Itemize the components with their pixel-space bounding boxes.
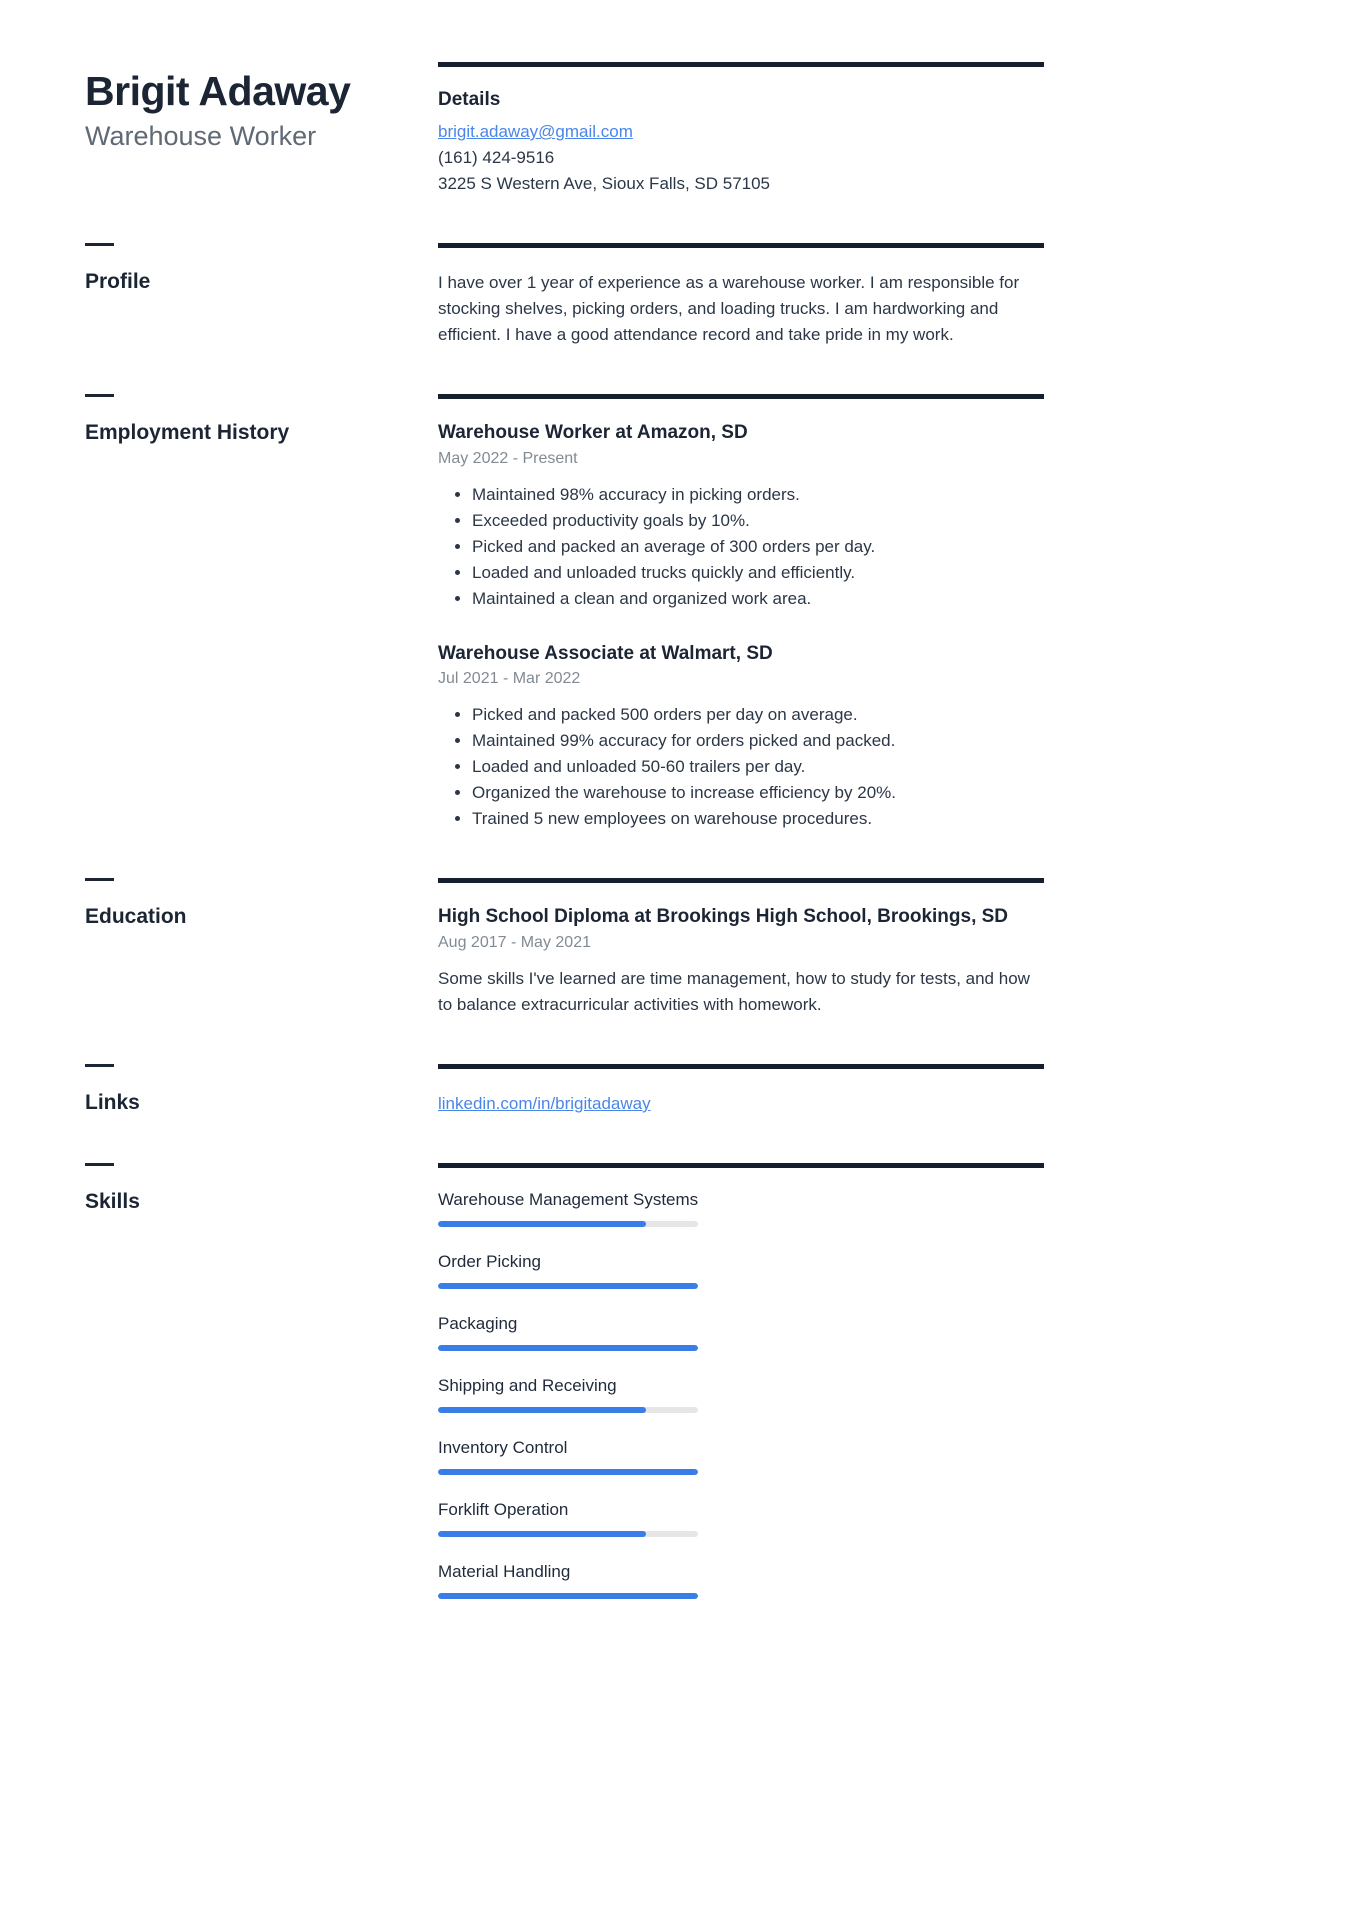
skill-bar-track — [438, 1221, 698, 1227]
profile-heading-block — [85, 243, 438, 294]
job-bullet: • Exceeded productivity goals by 10%. — [472, 508, 1044, 534]
job-bullet: • Loaded and unloaded 50-60 trailers per day. — [472, 754, 1044, 780]
job-bullet-list — [438, 482, 1044, 612]
skill-bar-fill — [438, 1593, 698, 1599]
skills-content — [438, 1163, 1044, 1599]
employment-content — [438, 394, 1044, 832]
skill-label: Warehouse Management Systems — [438, 1190, 699, 1210]
section-rule — [438, 1064, 1044, 1069]
links-content — [438, 1064, 1044, 1117]
address-text: 3225 S Western Ave, Sioux Falls, SD 57105 — [438, 174, 771, 193]
job-bullet: • Picked and packed 500 orders per day on average. — [472, 702, 1044, 728]
skill-bar-fill — [438, 1531, 646, 1537]
skill-item — [438, 1562, 1044, 1599]
job-bullet: • Picked and packed an average of 300 orders per day. — [472, 534, 1044, 560]
skill-label: Packaging — [438, 1314, 518, 1334]
skill-item — [438, 1438, 1044, 1475]
education-section — [85, 878, 1366, 1018]
links-heading-block — [85, 1064, 438, 1115]
job-bullet: • Maintained 99% accuracy for orders picked and packed. — [472, 728, 1044, 754]
job-bullet: • Maintained a clean and organized work area. — [472, 586, 1044, 612]
education-heading-block — [85, 878, 438, 929]
skill-bar-fill — [438, 1345, 698, 1351]
skills-heading: Skills — [85, 1190, 140, 1214]
skill-bar-track — [438, 1345, 698, 1351]
skill-bar-fill — [438, 1221, 646, 1227]
skills-heading-block — [85, 1163, 438, 1214]
email-row — [438, 119, 1044, 145]
skill-label: Shipping and Receiving — [438, 1376, 617, 1396]
person-job-title: Warehouse Worker — [85, 121, 317, 152]
skill-bar-track — [438, 1283, 698, 1289]
employment-heading-block — [85, 394, 438, 445]
section-rule — [438, 62, 1044, 67]
section-rule — [438, 243, 1044, 248]
section-rule — [438, 1163, 1044, 1168]
education-content — [438, 878, 1044, 1018]
employment-section — [85, 394, 1366, 832]
job-dates: Jul 2021 - Mar 2022 — [438, 670, 581, 688]
links-section — [85, 1064, 1366, 1117]
profile-content — [438, 243, 1044, 348]
job-bullet-list — [438, 702, 1044, 832]
job-bullet: • Maintained 98% accuracy in picking orders. — [472, 482, 1044, 508]
section-dash — [85, 878, 114, 881]
profile-text: I have over 1 year of experience as a warehouse worker. I am responsible for stocking shelves, picking orders, and loading trucks. I am hardworking and efficient. I have a good attendance record and take pride in my work. — [438, 273, 1020, 344]
skill-label: Forklift Operation — [438, 1500, 569, 1520]
job-dates: May 2022 - Present — [438, 449, 578, 467]
skill-bar-fill — [438, 1283, 698, 1289]
profile-heading: Profile — [85, 270, 151, 293]
linkedin-link[interactable]: linkedin.com/in/brigitadaway — [438, 1094, 651, 1114]
section-rule — [438, 878, 1044, 883]
skill-item — [438, 1376, 1044, 1413]
skill-bar-track — [438, 1593, 698, 1599]
skill-item — [438, 1500, 1044, 1537]
job-title: Warehouse Associate at Walmart, SD — [438, 642, 773, 664]
job-entry — [438, 642, 1044, 833]
details-block — [438, 62, 1044, 197]
skill-bar-track — [438, 1531, 698, 1537]
job-bullet: • Loaded and unloaded trucks quickly and efficiently. — [472, 560, 1044, 586]
job-entry — [438, 421, 1044, 612]
education-degree: High School Diploma at Brookings High School, Brookings, SD — [438, 906, 1009, 928]
job-title: Warehouse Worker at Amazon, SD — [438, 422, 748, 443]
skills-section — [85, 1163, 1366, 1599]
section-dash — [85, 243, 114, 246]
education-heading: Education — [85, 905, 187, 929]
section-dash — [85, 1163, 114, 1166]
skill-item — [438, 1252, 1044, 1289]
skill-bar-track — [438, 1469, 698, 1475]
job-bullet: • Organized the warehouse to increase efficiency by 20%. — [472, 780, 1044, 806]
skill-bar-track — [438, 1407, 698, 1413]
skill-label: Material Handling — [438, 1562, 571, 1582]
links-heading: Links — [85, 1091, 140, 1115]
skill-label: Inventory Control — [438, 1438, 568, 1458]
section-dash — [85, 1064, 114, 1067]
education-dates: Aug 2017 - May 2021 — [438, 934, 591, 952]
skill-item — [438, 1314, 1044, 1351]
email-link[interactable]: brigit.adaway@gmail.com — [438, 122, 633, 141]
skill-bar-fill — [438, 1469, 698, 1475]
details-heading: Details — [438, 89, 501, 110]
section-dash — [85, 394, 114, 397]
employment-heading: Employment History — [85, 421, 290, 444]
education-description: Some skills I've learned are time management, how to study for tests, and how to balance extracurricular activities with homework. — [438, 969, 1030, 1015]
header-section — [85, 62, 1366, 197]
skill-item — [438, 1190, 1044, 1227]
person-name: Brigit Adaway — [85, 68, 351, 114]
linkedin-row — [438, 1091, 1044, 1117]
skill-bar-fill — [438, 1407, 646, 1413]
skill-label: Order Picking — [438, 1252, 541, 1272]
identity-block — [85, 62, 438, 152]
profile-section — [85, 243, 1366, 348]
phone-text: (161) 424-9516 — [438, 148, 555, 167]
job-bullet: • Trained 5 new employees on warehouse procedures. — [472, 806, 1044, 832]
section-rule — [438, 394, 1044, 399]
